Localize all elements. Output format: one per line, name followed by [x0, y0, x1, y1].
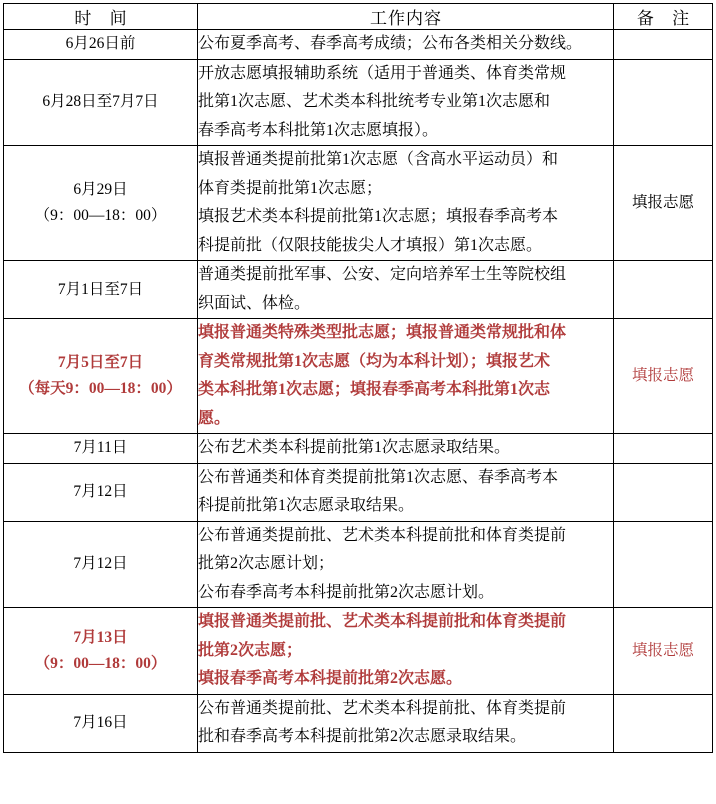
cell-time [4, 434, 198, 464]
cell-time [4, 59, 198, 146]
work-content-line: 体育类提前批第1次志愿； [198, 179, 383, 197]
time-line: 6月29日 [73, 181, 128, 198]
column-header-time: 时 间 [4, 4, 198, 30]
work-content-line: 科提前批第1次志愿录取结果。 [198, 497, 415, 514]
column-header-work-content: 工作内容 [198, 4, 614, 30]
cell-notes [614, 261, 713, 319]
work-content-line: 批和春季高考本科提前批第2次志愿录取结果。 [198, 728, 527, 745]
table-row [4, 694, 713, 752]
table-header-row [4, 4, 713, 30]
cell-time [4, 608, 198, 695]
time-line: （9：00—18：00） [34, 654, 167, 672]
work-content-line: 批第2次志愿； [198, 641, 303, 659]
table-row [4, 30, 713, 60]
work-content-line: 填报普通类特殊类型批志愿；填报普通类常规批和体 [198, 324, 567, 341]
work-content-line: 公布普通类提前批、艺术类本科提前批、体育类提前 [198, 699, 567, 717]
time-line: 7月13日 [73, 628, 128, 646]
table-row [4, 463, 713, 521]
work-content-line: 普通类提前批军事、公安、定向培养军士生等院校组 [198, 266, 567, 283]
table-row [4, 434, 713, 464]
work-content-line: 育类常规批第1次志愿（均为本科计划）；填报艺术 [198, 352, 551, 370]
work-content-line: 填报艺术类本科提前批第1次志愿；填报春季高考本 [198, 208, 559, 225]
work-content-line: 织面试、体检。 [198, 294, 311, 312]
work-content-line: 春季高考本科批第1次志愿填报）。 [198, 121, 439, 139]
time-line: 7月11日 [73, 439, 128, 457]
cell-notes: 填报志愿 [614, 146, 713, 261]
cell-time [4, 261, 198, 319]
time-line: （每天9：00—18：00） [19, 380, 182, 397]
work-content-line: 批第2次志愿计划； [198, 555, 335, 572]
table-row [4, 319, 713, 434]
time-line: 7月16日 [73, 714, 128, 731]
time-line: 7月12日 [73, 483, 128, 500]
cell-notes [614, 521, 713, 608]
time-line: 7月5日至7日 [57, 354, 144, 371]
cell-work-content [198, 694, 614, 752]
cell-time [4, 30, 198, 60]
cell-notes [614, 463, 713, 521]
cell-time [4, 521, 198, 608]
time-line: 6月28日至7月7日 [42, 93, 159, 111]
cell-work-content [198, 146, 614, 261]
work-content-line: 公布艺术类本科提前批第1次志愿录取结果。 [198, 439, 511, 456]
table-body [4, 30, 713, 753]
work-content-line: 愿。 [198, 409, 231, 427]
time-line: 7月12日 [73, 555, 128, 573]
cell-time [4, 319, 198, 434]
cell-work-content [198, 434, 614, 464]
time-line: （9：00—18：00） [34, 207, 167, 224]
cell-work-content [198, 59, 614, 146]
work-content-line: 填报春季高考本科提前批第2次志愿。 [198, 670, 463, 687]
time-line: 6月26日前 [65, 35, 136, 53]
cell-work-content [198, 30, 614, 60]
cell-notes [614, 434, 713, 464]
work-content-line: 批第1次志愿、艺术类本科批统考专业第1次志愿和 [198, 93, 551, 110]
table-header [4, 4, 713, 30]
work-content-line: 公布普通类提前批、艺术类本科提前批和体育类提前 [198, 526, 567, 544]
column-header-notes: 备 注 [614, 4, 713, 30]
work-content-line: 填报普通类提前批、艺术类本科提前批和体育类提前 [198, 613, 567, 630]
cell-notes: 填报志愿 [614, 319, 713, 434]
cell-work-content [198, 608, 614, 695]
table-row [4, 608, 713, 695]
exam-schedule-table [3, 3, 713, 753]
work-content-line: 公布春季高考本科提前批第2次志愿计划。 [198, 583, 495, 601]
work-content-line: 科提前批（仅限技能拔尖人才填报）第1次志愿。 [198, 236, 543, 254]
work-content-line: 开放志愿填报辅助系统（适用于普通类、体育类常规 [198, 64, 567, 82]
table-row [4, 521, 713, 608]
time-line: 7月1日至7日 [57, 280, 144, 298]
cell-notes [614, 30, 713, 60]
table-row [4, 59, 713, 146]
cell-notes: 填报志愿 [614, 608, 713, 695]
cell-notes [614, 59, 713, 146]
cell-work-content [198, 521, 614, 608]
work-content-line: 公布普通类和体育类提前批第1次志愿、春季高考本 [198, 468, 559, 486]
cell-notes [614, 694, 713, 752]
work-content-line: 填报普通类提前批第1次志愿（含高水平运动员）和 [198, 151, 559, 168]
cell-time [4, 463, 198, 521]
cell-work-content [198, 463, 614, 521]
table-row [4, 146, 713, 261]
table-row [4, 261, 713, 319]
work-content-line: 公布夏季高考、春季高考成绩；公布各类相关分数线。 [198, 35, 583, 52]
work-content-line: 类本科批第1次志愿；填报春季高考本科批第1次志 [198, 381, 551, 398]
cell-time [4, 146, 198, 261]
cell-time [4, 694, 198, 752]
cell-work-content [198, 319, 614, 434]
cell-work-content [198, 261, 614, 319]
